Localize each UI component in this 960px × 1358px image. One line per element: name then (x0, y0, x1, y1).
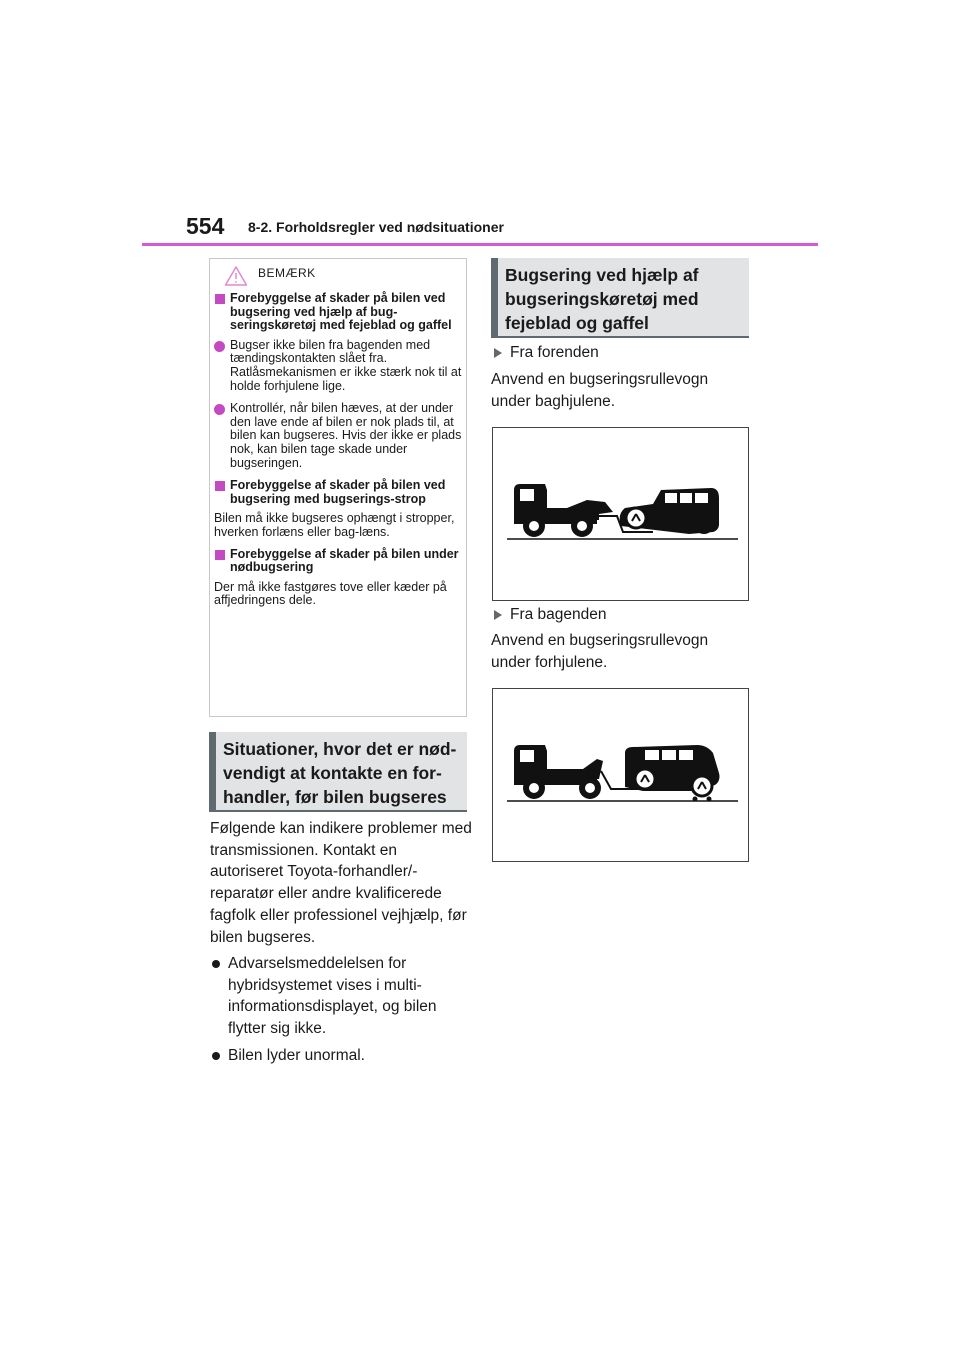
tow-truck (514, 745, 643, 799)
notice-text-2: Bilen må ikke bugseres ophængt i stropper, hverken forlæns eller bag-læns. (214, 511, 455, 539)
notice-heading-1-text: Forebyggelse af skader på bilen ved bugsering ved hjælp af bug-seringskøretøj med fejeblad og gaffel (230, 291, 452, 333)
left-bullet-2-text: Bilen lyder unormal. (228, 1047, 365, 1064)
notice-heading-1 (214, 292, 462, 333)
figure-tow-from-rear (492, 688, 749, 862)
notice-bullet-1-text: Bugser ikke bilen fra bagenden med tændingskontakten slået fra. Ratlåsmekanismen er ikke stærk nok til at holde forhjulene lige. (230, 337, 462, 393)
figure-tow-from-front (492, 427, 749, 601)
left-bullet-2 (211, 1045, 478, 1067)
notice-heading-2-text: Forebyggelse af skader på bilen ved bugsering med bugserings-strop (230, 478, 446, 506)
circle-bullet-icon (214, 341, 225, 352)
left-paragraph: Følgende kan indikere problemer med transmissionen. Kontakt en autoriseret Toyota-forhandler/-reparatør eller andre kvalificerede fagfolk eller professionel vejhjælp, før bilen bugseres. (210, 820, 472, 946)
circle-bullet-icon (214, 404, 225, 415)
item2-label (491, 604, 607, 626)
heading-underline (209, 810, 467, 812)
tow-truck-rear-illustration (493, 689, 750, 863)
header-rule (142, 243, 818, 246)
left-section-heading (209, 732, 467, 812)
notice-title: BEMÆRK (258, 266, 316, 280)
square-bullet-icon (215, 481, 225, 491)
page-number: 554 (186, 213, 225, 239)
triangle-bullet-icon (494, 610, 502, 620)
heading-underline (491, 336, 749, 338)
warning-triangle-icon (224, 265, 248, 287)
left-bullet-1 (211, 953, 478, 1040)
left-bullet-1-text: Advarselsmeddelelsen for hybridsystemet vises i multi-informationsdisplayet, og bilen flytter sig ikke. (228, 955, 437, 1038)
triangle-bullet-icon (494, 348, 502, 358)
left-section-heading-text: Situationer, hvor det er nød-vendigt at kontakte en for-handler, før bilen bugseres (223, 739, 457, 807)
item1-label (491, 342, 599, 364)
notice-bullet-2 (214, 402, 462, 470)
notice-title-row (210, 259, 466, 289)
notice-bullet-2-text: Kontrollér, når bilen hæves, at der under den lave ende af bilen er nok plads til, at bilen kan bugseres. Hvis der ikke er plads nok, kan bilen tage skade under bugseringen. (230, 401, 462, 470)
tow-truck-front-illustration (493, 428, 750, 602)
notice-content (214, 292, 462, 616)
square-bullet-icon (215, 294, 225, 304)
item2-text: Anvend en bugseringsrullevogn under forhjulene. (491, 632, 709, 671)
item2-label-text: Fra bagenden (510, 606, 607, 623)
towed-car (620, 488, 719, 534)
notice-text-3: Der må ikke fastgøres tove eller kæder på affjedringens dele. (214, 579, 447, 608)
right-section-heading (491, 258, 749, 338)
notice-heading-3 (214, 548, 462, 575)
towed-car (625, 745, 720, 802)
notice-box (209, 258, 467, 717)
bullet-dot-icon (212, 1052, 220, 1060)
section-header: 8-2. Forholdsregler ved nødsituationer (248, 219, 504, 235)
square-bullet-icon (215, 550, 225, 560)
right-section-heading-text: Bugsering ved hjælp af bugseringskøretøj med fejeblad og gaffel (505, 265, 699, 333)
notice-heading-2 (214, 479, 462, 506)
notice-heading-3-text: Forebyggelse af skader på bilen under nødbugsering (230, 546, 459, 575)
item1-label-text: Fra forenden (510, 344, 599, 361)
notice-bullet-1 (214, 339, 462, 393)
item1-text: Anvend en bugseringsrullevogn under baghjulene. (491, 371, 709, 410)
bullet-dot-icon (212, 960, 220, 968)
